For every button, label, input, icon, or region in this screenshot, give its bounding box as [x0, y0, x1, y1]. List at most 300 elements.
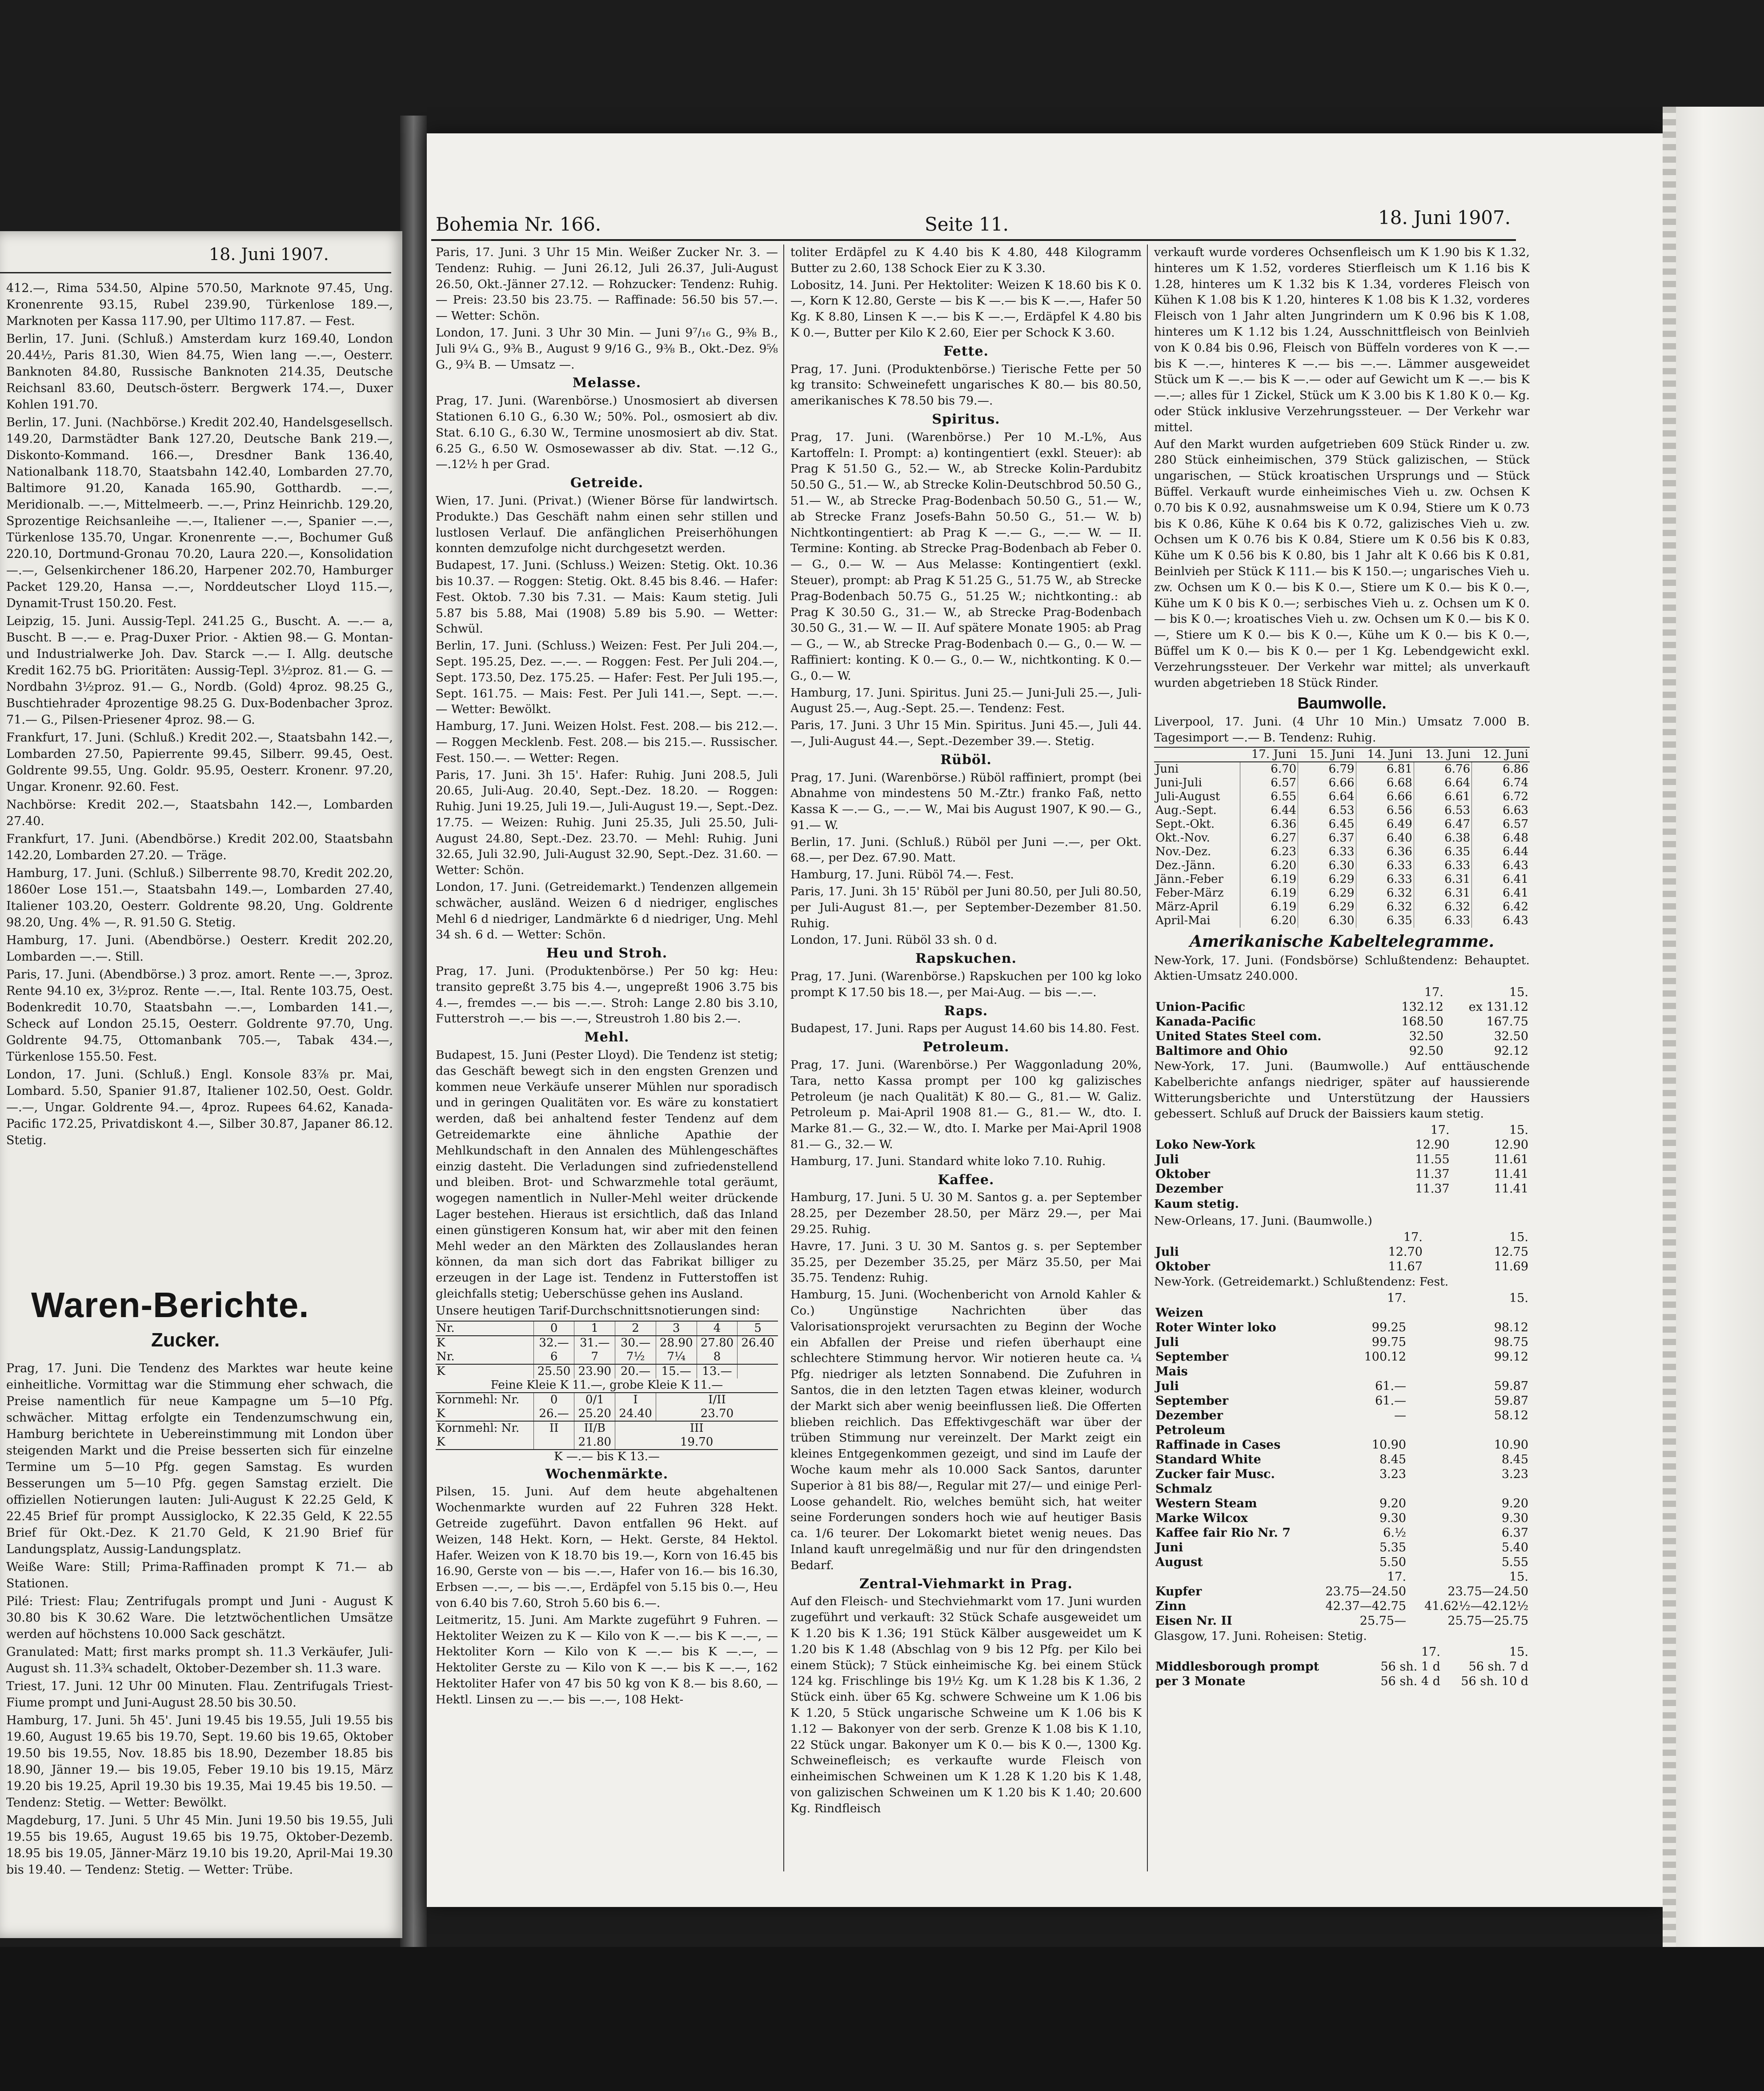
page-date: 18. Juni 1907.	[1378, 207, 1511, 228]
column-header: 17. Juni	[1240, 747, 1298, 762]
table-cell: Dez.-Jänn.	[1155, 858, 1215, 872]
table-row	[1154, 886, 1530, 900]
table-cell: 25.75—25.75	[1447, 1614, 1528, 1628]
table-cell: 3.23	[1501, 1467, 1528, 1481]
table-cell	[1312, 1306, 1407, 1320]
table-cell: 6.43	[1472, 859, 1530, 873]
header-rule	[431, 239, 1516, 241]
table-cell: 31.—	[574, 1336, 615, 1350]
table-row	[1154, 873, 1530, 886]
column-header: 14. Juni	[1356, 747, 1414, 762]
report-paragraph: Budapest, 15. Juni (Pester Lloyd). Die Tendenz ist stetig; das Geschäft bewegt sich in den engsten Grenzen und kommen neue Verkäufe unserer Mühlen nur sporadisch und in geringen Qualitäten vor. Es wäre zu konstatiert werden, daß bei anhaltend fester Tendenz auf dem Getreidemarkte eine ähnliche Apathie der Mehlkundschaft in den Annalen des Mühlengeschäftes einzig dasteht. Die Verladungen sind zufriedenstellend und bleiben. Brot- und Schwarzmehle total geräumt, wogegen namentlich in Nuller-Mehl weiter drückende Lager bestehen. Hieraus ist ersichtlich, daß das Inland einen günstigeren Konsum hat, wir aber mit den feinen Mehl weder an den Märkten des Zollauslandes heran können, da man sich dort das Fabrikat billiger zu erzeugen in der Lage ist. Tendenz in Futterstoffen ist gleichfalls stetig; Ueberschüsse gehen ins Ausland.	[436, 1048, 778, 1301]
table-cell: 23.90	[574, 1364, 615, 1378]
table-row	[1154, 1182, 1530, 1196]
table-cell: 6.29	[1298, 873, 1356, 886]
header-rule	[0, 272, 391, 273]
left-page	[0, 231, 402, 1938]
table-cell: 168.50	[1401, 1015, 1443, 1029]
table-cell: 11.61	[1494, 1153, 1528, 1167]
table-cell: 6.86	[1472, 762, 1530, 776]
table-cell: 99.75	[1371, 1335, 1407, 1349]
table-cell: 9.20	[1501, 1496, 1528, 1510]
table-cell: 12.75	[1494, 1245, 1528, 1259]
table-row	[436, 1350, 778, 1364]
table-cell: Kaffee fair Rio Nr. 7	[1155, 1526, 1291, 1540]
table-row	[436, 1407, 778, 1421]
table-row	[1154, 1306, 1530, 1320]
table-cell: 132.12	[1401, 1000, 1443, 1014]
table-cell: 15.—	[656, 1364, 697, 1378]
table-cell: 99.12	[1494, 1350, 1528, 1364]
report-paragraph: Lobositz, 14. Juni. Per Hektoliter: Weizen K 18.60 bis K 0.—, Korn K 12.80, Gerste — bis K —.— bis K —.—, Hafer 50 Kg. K 8.80, Linsen K —.— bis K —.—, Erdäpfel K 4.80 bis K 0.—, Butter per Kilo K 2.60, Eier per Schock K 3.60.	[790, 278, 1142, 340]
table-cell: 11.67	[1388, 1259, 1423, 1274]
table-cell: 6.35	[1414, 845, 1471, 859]
market-report-paragraph: London, 17. Juni. (Schluß.) Engl. Konsole 83⅞ pr. Mai, Lombard. 5.50, Spanier 91.87, Italiener 102.50, Oest. Goldr. —.—, Ungar. Goldrente 94.—, 4proz. Rupees 64.62, Kanada-Pacific 172.25, Privatdiskont 4.—, Silber 30.87, Japaner 86.12. Stetig.	[6, 1068, 393, 1147]
table-cell: Aug.-Sept.	[1155, 803, 1217, 817]
table-cell: 15.	[1509, 1645, 1528, 1659]
table-cell: 9.20	[1379, 1496, 1407, 1510]
table-cell	[1407, 1423, 1530, 1438]
table-cell: 59.87	[1494, 1379, 1528, 1393]
report-paragraph: Hamburg, 17. Juni. Weizen Holst. Fest. 208.— bis 212.—. — Roggen Mecklenb. Fest. 208.— bis 215.—. Russischer. Fest. 150.—. — Wetter: Regen.	[436, 719, 778, 765]
market-report-paragraph: Frankfurt, 17. Juni. (Abendbörse.) Kredit 202.00, Staatsbahn 142.20, Lombarden 27.20. — Träge.	[6, 832, 393, 862]
section-heading-petroleum: Petroleum.	[922, 1039, 1010, 1055]
table-cell: Middlesborough prompt	[1155, 1660, 1319, 1674]
table-cell: 17.	[1403, 1230, 1423, 1244]
table-cell: —	[1394, 1408, 1407, 1422]
table-cell	[1154, 1570, 1312, 1584]
table-cell: 6.35	[1356, 914, 1414, 928]
report-paragraph: Hamburg, 17. Juni. 5 U. 30 M. Santos g. a. per September 28.25, per Dezember 28.50, per März 29.—, per Mai 29.25. Ruhig.	[790, 1190, 1142, 1237]
table-cell: K	[436, 1336, 533, 1350]
report-paragraph: New-Orleans, 17. Juni. (Baumwolle.)	[1154, 1214, 1372, 1228]
table-row	[1154, 790, 1530, 804]
table-cell: 13.—	[697, 1364, 738, 1378]
table-cell: 6.20	[1240, 914, 1298, 928]
table-cell: Marke Wilcox	[1155, 1511, 1248, 1525]
table-cell: Juli	[1155, 1335, 1179, 1349]
table-cell: Dezember	[1155, 1408, 1223, 1422]
table-cell: Juni-Juli	[1155, 776, 1202, 789]
table-cell: Roter Winter loko	[1155, 1320, 1276, 1334]
table-cell: Juni	[1155, 1540, 1183, 1554]
table-cell: 15.	[1509, 1123, 1528, 1138]
column-divider	[1147, 244, 1148, 1871]
table-cell: 11.55	[1415, 1153, 1450, 1167]
table-cell: 6.33	[1356, 873, 1414, 886]
table-cell: Juli	[1155, 1153, 1179, 1167]
report-paragraph: Budapest, 17. Juni. Raps per August 14.60 bis 14.80. Fest.	[790, 1021, 1140, 1036]
table-row	[436, 1421, 778, 1435]
table-cell: 9.30	[1379, 1511, 1407, 1525]
table-cell: Mais	[1155, 1364, 1188, 1378]
table-cell	[1312, 1482, 1407, 1496]
table-cell: Kornmehl: Nr.	[436, 1421, 533, 1435]
table-cell: 6.38	[1414, 831, 1471, 845]
market-report-paragraph: Berlin, 17. Juni. (Schluß.) Amsterdam kurz 169.40, London 20.44½, Paris 81.30, Wien 84.75, Wien lang —.—, Oesterr. Banknoten 84.80, Russische Banknoten 214.35, Deutsche Reichsanl 83.60, Deutsch-österr. Bergwerk 174.—, Duxer Kohlen 191.70.	[6, 332, 393, 412]
table-cell: 6.32	[1356, 900, 1414, 914]
report-paragraph: Prag, 17. Juni. (Warenbörse.) Per Waggonladung 20%, Tara, netto Kassa prompt per 100 kg galizisches Petroleum (je nach Qualität) K 80.— G., 81.— W. Galiz. Petroleum p. Mai-April 1908 81.— G., 81.— W., dto. I. Marke 81.— G., 32.— W., dto. I. Marke per Mai-April 1908 81.— G., 32.— W.	[790, 1058, 1142, 1152]
table-cell: 23.75—24.50	[1447, 1584, 1528, 1598]
table-cell: 9.30	[1501, 1511, 1528, 1525]
table-cell: 6.74	[1472, 776, 1530, 790]
table-cell: 20.—	[615, 1364, 656, 1378]
table-cell: 2	[615, 1321, 656, 1336]
table-row	[1154, 1438, 1530, 1452]
table-row	[1154, 1584, 1530, 1599]
report-paragraph: Prag, 17. Juni. (Warenbörse.) Rüböl raffiniert, prompt (bei Abnahme von mindestens 50 M.-Ztr.) franko Faß, netto Kassa K —.— G., —.— W., Mai bis August 1907, K 90.— G., 91.— W.	[790, 770, 1142, 832]
table-cell: 6.64	[1414, 776, 1471, 790]
report-paragraph: Auf den Fleisch- und Stechviehmarkt vom 17. Juni wurden zugeführt und verkauft: 32 Stück Schafe ausgeweidet um K 1.20 bis K 1.36; 191 Stück Kälber ausgeweidet um K 1.20 bis K 1.48 (Abschlag von 9 bis 12 Pfg. per Kilo bei einem Stück); 7 Stück einheimische Kg. bei einem Stück 124 kg. Frischlinge bis 19½ Kg. um K 1.28 bis K 1.36, 2 Stück einh. über 65 Kg. schwere Schweine um K 1.06 bis K 1.20, 5 Stück ungarische Schweine um K 1.06 bis K 1.12 — Bakonyer von der serb. Grenze K 1.08 bis K 1.10, 22 Stück ungar. Bakonyer um K 0.— bis K 0.—, 1300 Kg. Schweinefleisch; es verkaufte wurde Fleisch von einheimischen Schweinen um K 1.28 K 1.20 bis K 1.48, von galizischen Schweinen um K 1.20 bis K 1.40; 20.600 Kg. Rindfleisch	[790, 1594, 1142, 1815]
table-cell: 32.—	[533, 1336, 574, 1350]
market-report-paragraph: Paris, 17. Juni. (Abendbörse.) 3 proz. amort. Rente —.—, 3proz. Rente 94.10 ex, 3½proz. Rente —.—, Ital. Rente 103.75, Oest. Bodenkredit 10.70, Staatsbahn —.—, Lombarden 141.—, Scheck auf London 25.15, Oesterr. Goldrente 97.70, Ung. Goldrente 94.75, Ottomanbank 705.—, Tabak 434.—, Türkenlose 155.50. Fest.	[6, 968, 393, 1064]
table-cell: 6.19	[1240, 886, 1298, 900]
report-paragraph: Leitmeritz, 15. Juni. Am Markte zugeführt 9 Fuhren. — Hektoliter Weizen zu K — Kilo von K —.— bis K —.—, — Hektoliter Korn — Kilo von K —.— bis K —.—, — Hektoliter Gerste zu — Kilo von K —.— bis K —.—, 162 Hektoliter Hafer von 47 bis 50 kg von K 8.— bis 8.60, — Hektl. Linsen zu —.— bis —.—, 108 Hekt-	[436, 1613, 778, 1706]
table-cell: Kanada-Pacific	[1155, 1015, 1256, 1029]
table-cell	[1154, 1645, 1363, 1659]
table-cell: 0/1	[574, 1393, 615, 1407]
table-cell: 58.12	[1494, 1408, 1528, 1422]
table-cell: Baltimore and Ohio	[1155, 1044, 1288, 1058]
table-row	[1154, 985, 1530, 1000]
section-heading-wochenmaerkte: Wochenmärkte.	[545, 1466, 669, 1482]
table-cell: Eisen Nr. II	[1155, 1614, 1232, 1628]
table-row	[1154, 1014, 1530, 1029]
table-cell: 7	[574, 1350, 615, 1364]
table-cell: 6.48	[1472, 831, 1530, 845]
report-paragraph: Prag, 17. Juni. (Warenbörse.) Per 10 M.-L%, Aus Kartoffeln: I. Prompt: a) kontingentiert (exkl. Steuer): ab Prag K 51.50 G., 52.— W., ab Strecke Kolin-Pardubitz 50.50 G., 51.— W., ab Strecke Kolin-Deutschbrod 50.50 G., 51.— W., ab Strecke Prag-Bodenbach 50.50 G., 51.— W., ab Strecke Franz Josefs-Bahn 50.50 G., 51.— W. b) Nichtkontingentiert: ab Prag K —.— G., —.— W. — II. Termine: Konting. ab Strecke Prag-Bodenbach ab Feber 0.— G., 0.— W. — Aus Melasse: Kontingentiert (exkl. Steuer), prompt: ab Prag K 51.25 G., 51.75 W., ab Strecke Prag-Bodenbach 50.75 G., 51.25 W.; nichtkonting.: ab Prag K 30.50 G., 31.— W., ab Strecke Prag-Bodenbach 30.50 G., 31.— W. — II. Auf spätere Monate 1905: ab Prag — G., — W., ab Strecke Prag-Bodenbach 0.— G., 0.— W. — Raffiniert: konting. K 0.— G., 0.— W., nichtkonting. K 0.— G., 0.— W.	[790, 430, 1142, 683]
table-row	[436, 1435, 778, 1450]
ny-grain-table	[1154, 1291, 1530, 1628]
table-cell: United States Steel com.	[1155, 1029, 1322, 1044]
table-row	[1154, 1152, 1530, 1167]
table-cell: 26.40	[738, 1336, 778, 1350]
table-cell: 6.30	[1298, 859, 1356, 873]
table-cell: 6.33	[1414, 914, 1471, 928]
stock-table-body	[1154, 985, 1530, 1058]
sugar-report-paragraph: Pilé: Triest: Flau; Zentrifugals prompt und Juni - August K 30.80 bis K 30.62 Ware. Die letztwöchentlichen Umsätze werden auf höchstens 10.000 Sack geschätzt.	[6, 1594, 393, 1641]
table-cell: Oktober	[1155, 1167, 1210, 1182]
table-cell: I/II	[656, 1393, 778, 1407]
report-paragraph: Unsere heutigen Tarif-Durchschnittsnotierungen sind:	[436, 1303, 760, 1318]
table-cell: 6.32	[1414, 900, 1471, 914]
table-row	[1154, 1659, 1530, 1674]
left-page-market-column	[6, 280, 393, 1276]
table-cell: Okt.-Nov.	[1155, 831, 1210, 845]
table-row	[1154, 1452, 1530, 1467]
table-cell: 5	[738, 1321, 778, 1336]
report-paragraph: Hamburg, 17. Juni. Spiritus. Juni 25.— Juni-Juli 25.—, Juli-August 25.—, Aug.-Sept. 25.—. Tendenz: Fest.	[790, 685, 1142, 716]
table-cell: ex 131.12	[1468, 1000, 1528, 1014]
table-row	[1154, 914, 1530, 928]
table-cell: III	[615, 1421, 778, 1435]
table-cell	[738, 1364, 778, 1378]
table-cell	[738, 1350, 778, 1364]
report-paragraph: Prag, 17. Juni. (Warenbörse.) Rapskuchen per 100 kg loko prompt K 17.50 bis 18.—, per Mai-Aug. — bis —.—.	[790, 969, 1142, 999]
table-cell: 6.55	[1240, 790, 1298, 804]
liverpool-cotton-table	[1154, 747, 1530, 928]
table-cell: Dezember	[1155, 1182, 1223, 1196]
report-paragraph: London, 17. Juni. 3 Uhr 30 Min. — Juni 9⁷/₁₆ G., 9⅜ B., Juli 9¼ G., 9⅜ B., August 9 9/16 G., 9⅜ B., Okt.-Dez. 9⅝ G., 9¾ B. — Umsatz —.	[436, 325, 778, 372]
sugar-report-paragraph: Weiße Ware: Still; Prima-Raffinaden prompt K 71.— ab Stationen.	[6, 1560, 393, 1590]
table-cell: 1	[574, 1321, 615, 1336]
table-cell: K	[436, 1364, 533, 1378]
table-cell: 11.69	[1494, 1259, 1528, 1274]
section-heading-ruboel: Rüböl.	[940, 752, 992, 768]
table-cell: 19.70	[615, 1435, 778, 1450]
table-cell: Juli	[1155, 1245, 1179, 1259]
table-row	[436, 1450, 778, 1464]
table-cell: 6.31	[1414, 886, 1471, 900]
table-cell: 17.	[1424, 985, 1443, 1000]
table-row	[1154, 1029, 1530, 1044]
table-cell: August	[1155, 1555, 1203, 1569]
table-cell: 61.—	[1375, 1394, 1407, 1408]
table-row	[1154, 831, 1530, 845]
section-heading-mehl: Mehl.	[584, 1029, 629, 1046]
table-cell: 6.57	[1240, 776, 1298, 790]
table-cell: September	[1155, 1394, 1229, 1408]
newspaper-issue-label: Bohemia Nr. 166.	[436, 213, 601, 235]
table-cell: 15.	[1509, 1230, 1528, 1244]
table-row	[1154, 1674, 1530, 1689]
table-cell: 8.45	[1501, 1452, 1528, 1466]
table-row	[1154, 817, 1530, 831]
report-paragraph: New-York, 17. Juni. (Baumwolle.) Auf enttäuschende Kabelberichte anfangs niedriger, später auf haussierende Witterungsberichte und Unterstützung der Haussiers gebessert. Schluß auf Druck der Baissiers kaum stetig.	[1154, 1059, 1530, 1121]
report-paragraph: Prag, 17. Juni. (Produktenbörse.) Tierische Fette per 50 kg transito: Schweinefett ungarisches K 80.— bis 80.50, amerikanisches K 78.50 bis 79.—.	[790, 362, 1142, 408]
table-cell: 25.50	[533, 1364, 574, 1378]
bottom-shadow	[0, 1947, 1764, 2091]
table-row	[1154, 1000, 1530, 1014]
table-cell: 30.—	[615, 1336, 656, 1350]
table-cell: 6.41	[1472, 886, 1530, 900]
report-paragraph: Paris, 17. Juni. 3h 15'. Hafer: Ruhig. Juni 208.5, Juli 20.65, Juli-Aug. 20.40, Sept.-Dez. 18.20. — Roggen: Ruhig. Juni 19.25, Juli 19.—, Juli-August 19.—, Sept.-Dez. 17.75. — Weizen: Ruhig. Juni 25.35, Juli 25.50, Juli-August 24.80, Sept.-Dez. 23.70. — Mehl: Ruhig. Juni 32.65, Juli 32.90, Juli-August 32.90, Sept.-Dez. 31.60. — Wetter: Schön.	[436, 768, 778, 877]
table-row	[1154, 1123, 1530, 1138]
market-report-paragraph: Hamburg, 17. Juni. (Schluß.) Silberrente 98.70, Kredit 202.20, 1860er Lose 151.—, Staatsbahn 149.—, Lombarden 27.40, Italiener 103.20, Oesterr. Goldrente 98.20, Ung. Goldrente 98.20, Ung. 4% —, R. 91.50 G. Stetig.	[6, 866, 393, 929]
table-cell: 8.45	[1379, 1452, 1407, 1466]
table-cell: 17.	[1387, 1291, 1407, 1305]
market-report-paragraph: Nachbörse: Kredit 202.—, Staatsbahn 142.—, Lombarden 27.40.	[6, 798, 393, 828]
table-cell: 7½	[615, 1350, 656, 1364]
table-cell: 6.47	[1414, 817, 1471, 831]
column-header: 12. Juni	[1472, 747, 1530, 762]
table-cell: 6.½	[1383, 1526, 1407, 1540]
report-paragraph: Hamburg, 17. Juni. Standard white loko 7.10. Ruhig.	[790, 1154, 1106, 1168]
table-cell: 92.50	[1409, 1044, 1443, 1058]
market-report-paragraph: Leipzig, 15. Juni. Aussig-Tepl. 241.25 G., Buscht. A. —.— a, Buscht. B —.— e. Prag-Duxer Prior. - Aktien 98.— G. Montan- und Industrialwerke Joh. Dav. Starck —.— I. Allg. deutsche Kredit 162.75 bG. Prioritäten: Aussig-Tepl. 3½proz. 81.— G. — Nordbahn 3½proz. 91.— G., Nordb. (Gold) 4proz. 98.25 G., Buschtiehrader 4prozentige 98.25 G. Dux-Bodenbacher 3proz. 71.— G., Pilsen-Priesener 4proz. 98.— G.	[6, 614, 393, 727]
table-cell: 6.57	[1472, 817, 1530, 831]
table-cell: 32.50	[1409, 1029, 1443, 1044]
report-paragraph: Berlin, 17. Juni. (Schluß.) Rüböl per Juni —.—, per Okt. 68.—, per Dez. 67.90. Matt.	[790, 835, 1142, 865]
table-cell: II	[533, 1421, 574, 1435]
table-cell: 6.31	[1414, 873, 1471, 886]
table-cell: 6.56	[1356, 804, 1414, 817]
table-cell: K	[437, 1435, 445, 1449]
table-cell: 6.33	[1298, 845, 1356, 859]
left-page-header-date: 18. Juni 1907.	[209, 244, 329, 264]
ny-stock-table	[1154, 985, 1530, 1058]
table-cell: K	[437, 1406, 445, 1420]
table-row	[1154, 1408, 1530, 1423]
table-cell: 6.64	[1298, 790, 1356, 804]
table-cell: 98.75	[1494, 1335, 1528, 1349]
table-cell	[1312, 1364, 1407, 1379]
table-row	[1154, 1044, 1530, 1058]
market-report-paragraph: Hamburg, 17. Juni. (Abendbörse.) Oesterr. Kredit 202.20, Lombarden —.—. Still.	[6, 933, 393, 964]
section-heading-fette: Fette.	[943, 343, 989, 359]
table-cell: 6.41	[1472, 873, 1530, 886]
table-cell: 15.	[1509, 1291, 1528, 1305]
table-cell: 6.36	[1240, 817, 1298, 831]
glasgow-table-body	[1154, 1645, 1530, 1689]
table-row	[1154, 762, 1530, 776]
table-cell: 6.70	[1240, 762, 1298, 776]
table-cell: 25.75—	[1359, 1614, 1407, 1628]
table-row	[1154, 1540, 1530, 1555]
table-row	[1154, 1555, 1530, 1570]
table-cell: Nr.	[436, 1321, 533, 1336]
table-cell: 4	[697, 1321, 738, 1336]
table-row	[1154, 1350, 1530, 1364]
table-cell: I	[615, 1393, 656, 1407]
table-row	[1154, 845, 1530, 859]
table-cell	[1154, 1291, 1312, 1306]
report-paragraph: Kaum stetig.	[1154, 1197, 1239, 1211]
table-row	[1154, 1482, 1530, 1496]
table-row	[1154, 1614, 1530, 1628]
table-cell	[1312, 1423, 1407, 1438]
table-cell: 98.12	[1494, 1320, 1528, 1334]
table-cell: 0	[533, 1321, 574, 1336]
binding-strip	[1663, 107, 1676, 1987]
report-paragraph: Berlin, 17. Juni. (Schluss.) Weizen: Fest. Per Juli 204.—, Sept. 195.25, Dez. —.—. — Roggen: Fest. Per Juli 204.—, Sept. 173.50, Dez. 175.25. — Hafer: Fest. Per Juli 195.—, Sept. 161.75. — Mais: Fest. Per Juli 141.—, Sept. —.—. — Wetter: Bewölkt.	[436, 639, 778, 717]
report-paragraph: Paris, 17. Juni. 3h 15' Rüböl per Juni 80.50, per Juli 80.50, per Juli-August 81.—, per September-Dezember 81.50. Ruhig.	[790, 885, 1142, 930]
report-paragraph: Hamburg, 17. Juni. Rüböl 74.—. Fest.	[790, 868, 1014, 882]
table-row	[1154, 1230, 1530, 1245]
report-paragraph: New-York. (Getreidemarkt.) Schlußtendenz: Fest.	[1154, 1274, 1449, 1289]
page-number: Seite 11.	[925, 213, 1009, 235]
table-cell	[1407, 1364, 1530, 1379]
sugar-report-paragraph: Hamburg, 17. Juni. 5h 45'. Juni 19.45 bis 19.55, Juli 19.55 bis 19.60, August 19.65 bis 19.70, Sept. 19.60 bis 19.65, Oktober 19.50 bis 19.55, Nov. 18.85 bis 18.90, Dezember 18.85 bis 18.90, Jänner 19.— bis 19.05, Feber 19.10 bis 19.15, März 19.20 bis 19.25, April 19.30 bis 19.35, Mai 19.45 bis 19.50. — Tendenz: Stetig. — Wetter: Bewölkt.	[6, 1714, 393, 1810]
table-header-row	[1154, 747, 1530, 762]
table-cell: 6.44	[1472, 845, 1530, 859]
section-heading-amerikanische-kabeltelegramme: Amerikanische Kabeltelegramme.	[1189, 932, 1495, 951]
table-cell: 6.33	[1356, 859, 1414, 873]
table-row	[1154, 1320, 1530, 1335]
table-row	[1154, 1423, 1530, 1438]
new-orleans-table	[1154, 1230, 1530, 1274]
table-cell: 6.42	[1472, 900, 1530, 914]
report-paragraph: Havre, 17. Juni. 3 U. 30 M. Santos g. s. per September 35.25, per Dezember 35.25, per März 35.50, per Mai 35.75. Tendenz: Ruhig.	[790, 1239, 1142, 1285]
table-cell: 12.90	[1494, 1138, 1528, 1152]
table-cell: 12.70	[1388, 1245, 1423, 1259]
report-paragraph: Pilsen, 15. Juni. Auf dem heute abgehaltenen Wochenmarkte wurden auf 22 Fuhren 328 Hekt. Getreide zugeführt. Davon entfallen 96 Hekt. auf Weizen, 148 Hekt. Korn, — Hekt. Gerste, 84 Hektol. Hafer. Weizen von K 18.70 bis 19.—, Korn von 16.45 bis 16.90, Gerste von — bis —.—, Hafer von 16.— bis 16.30, Erbsen —.—, — bis —.—, Erdäpfel von 5.15 bis 0.—, Heu von 6.40 bis 7.60, Stroh 5.60 bis 6.—.	[436, 1485, 778, 1610]
table-cell: 6.66	[1298, 776, 1356, 790]
table-cell: 41.62½—42.12½	[1424, 1599, 1528, 1613]
table-cell: 17.	[1387, 1570, 1407, 1584]
table-cell: 6.53	[1414, 804, 1471, 817]
table-row	[1154, 1259, 1530, 1274]
table-cell: Feine Kleie K 11.—, grobe Kleie K 11.—	[490, 1378, 723, 1392]
table-row	[1154, 804, 1530, 817]
section-heading-zentral-viehmarkt: Zentral-Viehmarkt in Prag.	[859, 1576, 1073, 1592]
report-paragraph: London, 17. Juni. Rüböl 33 sh. 0 d.	[790, 933, 998, 947]
table-cell: 6.33	[1414, 859, 1471, 873]
table-cell: 3	[656, 1321, 697, 1336]
table-cell: Nov.-Dez.	[1155, 845, 1211, 858]
table-row	[1154, 1379, 1530, 1394]
table-cell: 99.25	[1371, 1320, 1407, 1334]
table-cell: 23.70	[656, 1407, 778, 1421]
table-cell: K —.— bis K 13.—	[436, 1450, 778, 1464]
table-cell: 56 sh. 1 d	[1380, 1660, 1440, 1674]
column-header: 13. Juni	[1414, 747, 1471, 762]
table-cell: 10.90	[1371, 1438, 1407, 1452]
table-cell: 6.27	[1240, 831, 1298, 845]
ny-cotton-table-body	[1154, 1123, 1530, 1196]
table-cell: 92.12	[1494, 1044, 1528, 1058]
table-cell: 8	[697, 1350, 738, 1364]
table-cell: 167.75	[1486, 1015, 1528, 1029]
section-heading-kaffee: Kaffee.	[938, 1172, 994, 1188]
table-cell: Zucker fair Musc.	[1155, 1467, 1275, 1481]
table-cell: 11.37	[1415, 1167, 1450, 1182]
table-cell: 61.—	[1375, 1379, 1407, 1393]
table-cell: 6.49	[1356, 817, 1414, 831]
table-cell: 6.30	[1298, 914, 1356, 928]
table-cell: 6.53	[1298, 804, 1356, 817]
table-cell: II/B	[574, 1421, 615, 1435]
table-cell: 5.35	[1379, 1540, 1407, 1554]
table-cell: Sept.-Okt.	[1155, 817, 1215, 831]
table-row	[1154, 1511, 1530, 1526]
table-cell: 0	[533, 1393, 574, 1407]
table-cell: Kupfer	[1155, 1584, 1202, 1598]
report-paragraph: Liverpool, 17. Juni. (4 Uhr 10 Min.) Umsatz 7.000 B. Tagesimport —.— B. Tendenz: Ruhig.	[1154, 715, 1530, 745]
section-heading-melasse: Melasse.	[572, 375, 641, 391]
table-cell: 6.81	[1356, 762, 1414, 776]
table-cell: 6.43	[1472, 914, 1530, 928]
table-cell: Juli	[1155, 1379, 1179, 1393]
table-row	[1154, 1570, 1530, 1584]
table-row	[436, 1321, 778, 1336]
table-cell: per 3 Monate	[1155, 1674, 1246, 1689]
table-row	[436, 1364, 778, 1378]
table-cell	[1154, 985, 1384, 1000]
section-heading-rapskuchen: Rapskuchen.	[915, 951, 1017, 967]
grain-table-body	[1154, 1291, 1530, 1628]
table-cell	[1407, 1482, 1530, 1496]
table-cell: Feber-März	[1155, 886, 1224, 900]
sugar-report-paragraph: Granulated: Matt; first marks prompt sh. 11.3 Verkäufer, Juli-August sh. 11.3¾ schadelt, Oktober-Dezember sh. 11.3 ware.	[6, 1645, 393, 1675]
zucker-heading: Zucker.	[151, 1329, 220, 1351]
right-page-edge	[1663, 107, 1764, 1987]
table-cell: 6.19	[1240, 873, 1298, 886]
table-cell: März-April	[1155, 900, 1219, 913]
table-row	[1154, 1167, 1530, 1182]
report-paragraph: Glasgow, 17. Juni. Roheisen: Stetig.	[1154, 1629, 1367, 1643]
column-header	[1154, 747, 1240, 762]
table-cell: Weizen	[1155, 1306, 1203, 1320]
sugar-report-paragraph: Magdeburg, 17. Juni. 5 Uhr 45 Min. Juni 19.50 bis 19.55, Juli 19.55 bis 19.65, August 19.65 bis 19.75, Oktober-Dezemb. 18.95 bis 19.05, Jänner-März 19.10 bis 19.20, April-Mai 19.30 bis 19.40. — Tendenz: Stetig. — Wetter: Trübe.	[6, 1814, 393, 1877]
flour-tariff-table	[436, 1321, 778, 1464]
table-cell: 6.32	[1356, 886, 1414, 900]
ny-cotton-table	[1154, 1123, 1530, 1196]
table-row	[436, 1336, 778, 1350]
table-row	[1154, 1245, 1530, 1259]
table-cell: 11.41	[1494, 1182, 1528, 1196]
table-cell: 24.40	[615, 1407, 656, 1421]
